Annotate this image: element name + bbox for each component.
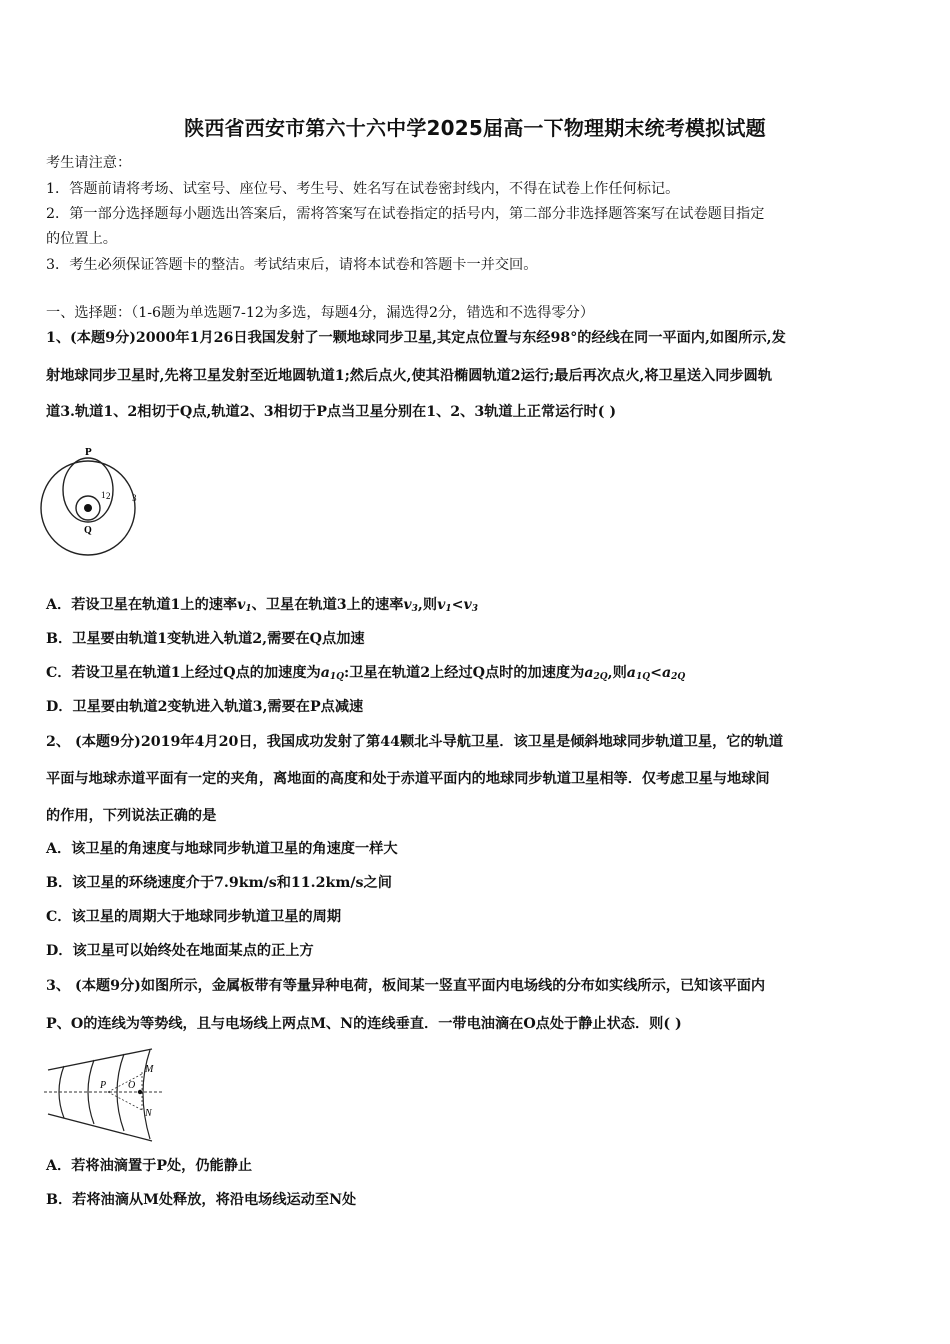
q1-option-a: A．若设卫星在轨道1上的速率$v_1$、卫星在轨道3上的速率$v_3$,则$v_1<v_3$ [46, 597, 478, 614]
notice-item-1: 1．答题前请将考场、试室号、座位号、考生号、姓名写在试卷密封线内，不得在试卷上作任何标记。 [46, 181, 680, 197]
label-p: P [85, 446, 92, 458]
notice-item-2: 2．第一部分选择题每小题选出答案后，需将答案写在试卷指定的括号内，第二部分非选择题答案写在试卷题目指定 [46, 206, 765, 222]
q2-option-b: B．该卫星的环绕速度介于7.9km/s和11.2km/s之间 [46, 875, 392, 891]
oil-drop [138, 1090, 142, 1094]
label-p: P [100, 1080, 107, 1091]
q1-line-1: 1、(本题9分)2000年1月26日我国发射了一颗地球同步卫星,其定点位置与东经98°的经线在同一平面内,如图所示,发 [46, 330, 786, 346]
label-o: O [128, 1080, 136, 1091]
q3-line-2: P、O的连线为等势线，且与电场线上两点M、N的连线垂直．一带电油滴在O点处于静止状态．则( ) [46, 1016, 682, 1032]
q1-option-b: B．卫星要由轨道1变轨进入轨道2,需要在Q点加速 [46, 631, 365, 647]
notice-item-3: 3．考生必须保证答题卡的整洁。考试结束后，请将本试卷和答题卡一并交回。 [46, 257, 538, 273]
label-m: M [145, 1064, 154, 1075]
q1-option-c: C．若设卫星在轨道1上经过Q点的加速度为$a_{1Q}$:卫星在轨道2上经过Q点时的加速度为$a_{2Q}$,则$a_{1Q}<a_{2Q}$ [46, 665, 686, 682]
label-2: 2 [106, 491, 111, 501]
earth [84, 504, 92, 512]
po-to-n [108, 1092, 142, 1110]
q3-option-a: A．若将油滴置于P处，仍能静止 [46, 1158, 253, 1174]
q1-line-3: 道3.轨道1、2相切于Q点,轨道2、3相切于P点当卫星分别在1、2、3轨道上正常运行时( ) [46, 404, 617, 420]
q3-option-b: B．若将油滴从M处释放，将沿电场线运动至N处 [46, 1192, 357, 1208]
q2-option-c: C．该卫星的周期大于地球同步轨道卫星的周期 [46, 909, 342, 925]
notice-item-2-cont: 的位置上。 [46, 231, 117, 247]
q2-option-d: D．该卫星可以始终处在地面某点的正上方 [46, 943, 314, 959]
notice-heading: 考生请注意： [46, 155, 132, 171]
section-heading: 一、选择题：（1-6题为单选题7-12为多选，每题4分，漏选得2分，错选和不选得零分） [46, 305, 595, 321]
orbit-2 [63, 458, 113, 522]
q1-orbit-figure [40, 438, 150, 564]
label-n: N [145, 1108, 152, 1119]
field-line-3 [117, 1054, 124, 1131]
q3-line-1: 3、 (本题9分)如图所示，金属板带有等量异种电荷，板间某一竖直平面内电场线的分布如实线所示，已知该平面内 [46, 978, 766, 994]
q2-line-3: 的作用，下列说法正确的是 [46, 808, 217, 824]
q1-option-d: D．卫星要由轨道2变轨进入轨道3,需要在P点减速 [46, 699, 364, 715]
page-title: 陕西省西安市第六十六中学2025届高一下物理期末统考模拟试题 [184, 116, 766, 140]
label-3: 3 [132, 493, 137, 503]
q2-line-2: 平面与地球赤道平面有一定的夹角，离地面的高度和处于赤道平面内的地球同步轨道卫星相等．仅考虑卫星与地球间 [46, 771, 770, 787]
label-1: 1 [101, 490, 106, 500]
q3-field-figure [42, 1046, 172, 1146]
q1-line-2: 射地球同步卫星时,先将卫星发射至近地圆轨道1;然后点火,使其沿椭圆轨道2运行;最后再次点火,将卫星送入同步圆轨 [46, 368, 773, 384]
q2-line-1: 2、 (本题9分)2019年4月20日，我国成功发射了第44颗北斗导航卫星．该卫星是倾斜地球同步轨道卫星，它的轨道 [46, 734, 784, 750]
label-q: Q [84, 525, 92, 536]
po-to-m [108, 1074, 142, 1092]
q2-option-a: A．该卫星的角速度与地球同步轨道卫星的角速度一样大 [46, 841, 398, 857]
